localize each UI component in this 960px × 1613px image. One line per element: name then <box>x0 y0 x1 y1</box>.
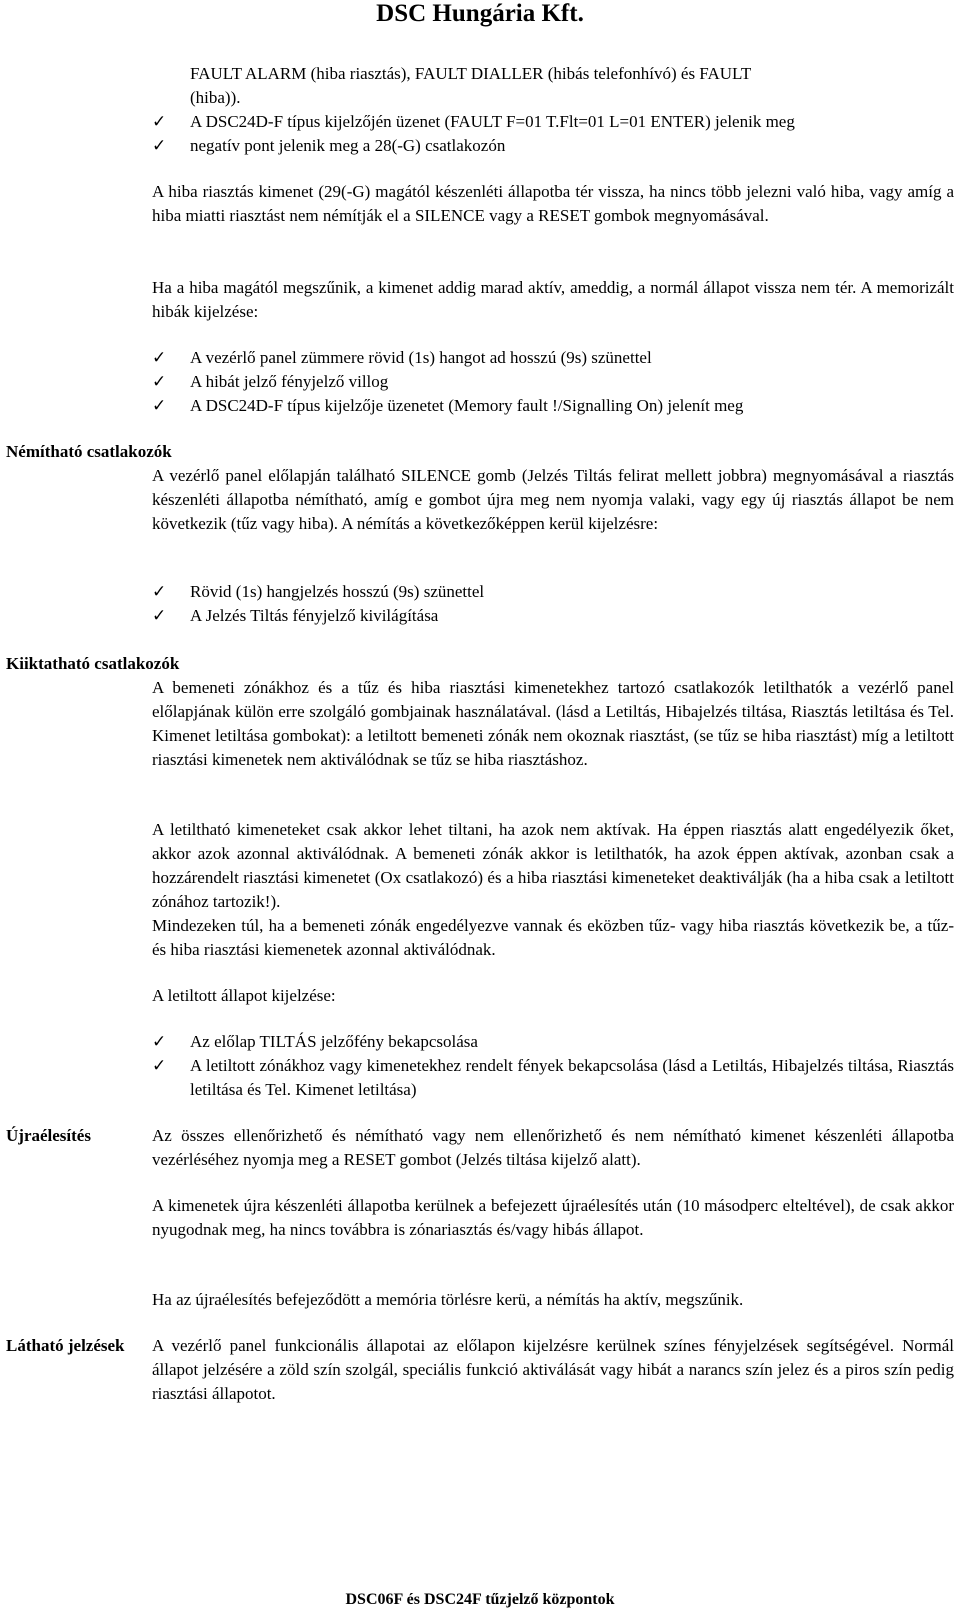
checkmark-icon: ✓ <box>152 396 167 416</box>
section-label-visible: Látható jelzések <box>6 1336 125 1355</box>
fault-output-paragraph-2: Ha a hiba magától megszűnik, a kimenet addig marad aktív, ameddig, a normál állapot vissza nem tér. A memorizált hibák kijelzése: <box>152 278 954 321</box>
intro-line-2: (hiba)). <box>190 88 241 107</box>
check-text: A DSC24D-F típus kijelzőjén üzenet (FAULT F=01 T.Flt=01 L=01 ENTER) jelenik meg <box>190 112 795 131</box>
reset-paragraph-1: Az összes ellenőrizhető és némítható vagy nem ellenőrizhető és nem némítható kimenet készenléti állapotba vezérléséhez nyomja meg a RESET gombot (Jelzés tiltása kijelző alatt). <box>152 1126 954 1169</box>
check-text: Az előlap TILTÁS jelzőfény bekapcsolása <box>190 1032 478 1051</box>
intro-line-1: FAULT ALARM (hiba riasztás), FAULT DIALLER (hibás telefonhívó) és FAULT <box>190 64 752 83</box>
checkmark-icon: ✓ <box>152 606 167 626</box>
checkmark-icon: ✓ <box>152 372 167 392</box>
section-label-reset: Újraélesítés <box>6 1126 91 1145</box>
disable-paragraph-1: A bemeneti zónákhoz és a tűz és hiba riasztási kimenetekhez tartozó csatlakozók letilthatók a vezérlő panel előlapjának külön erre szolgáló gombjainak használatával. (lásd a Letiltás, Hibajelzés tiltása, Riasztás letiltása és Tel. Kimenet letiltása gombokat): a letiltott bemeneti zónák nem okoznak riasztást, (se tűz se hiba riasztást) míg a letiltott riasztási kimenetek nem aktiválódnak se tűz se hiba riasztáshoz. <box>152 678 954 769</box>
checkmark-icon: ✓ <box>152 348 167 368</box>
reset-paragraph-3: Ha az újraélesítés befejeződött a memória törlésre kerü, a némítás ha aktív, megszűnik. <box>152 1290 744 1309</box>
fault-output-paragraph-1: A hiba riasztás kimenet (29(-G) magától készenléti állapotba tér vissza, ha nincs több jelezni való hiba, vagy amíg a hiba miatti riasztást nem némítják el a SILENCE vagy a RESET gombok megnyomásával. <box>152 182 954 225</box>
page-footer: DSC06F és DSC24F tűzjelző központok <box>345 1591 615 1608</box>
check-text: A letiltott zónákhoz vagy kimenetekhez rendelt fények bekapcsolása (lásd a Letiltás, Hibajelzés tiltása, Riasztás letiltása és Tel. Kimenet letiltása) <box>190 1056 954 1099</box>
check-text: A DSC24D-F típus kijelzője üzenetet (Memory fault !/Signalling On) jelenít meg <box>190 396 744 415</box>
check-text: A hibát jelző fényjelző villog <box>190 372 389 391</box>
visible-paragraph: A vezérlő panel funkcionális állapotai az előlapon kijelzésre kerülnek színes fényjelzések segítségével. Normál állapot jelzésére a zöld szín szolgál, speciális funkció aktiválását vagy hibát a narancs szín jelez és a piros szín pedig riasztási állapotot. <box>152 1336 954 1403</box>
disable-paragraph-4: A letiltott állapot kijelzése: <box>152 986 336 1005</box>
checkmark-icon: ✓ <box>152 112 167 132</box>
silence-paragraph: A vezérlő panel előlapján található SILENCE gomb (Jelzés Tiltás felirat mellett jobbra) megnyomásával a riasztás készenléti állapotba némítható, amíg e gombot újra meg nem nyomja valaki, vagy egy új riasztás állapot be nem következik (tűz vagy hiba). A némítás a következőképpen kerül kijelzésre: <box>152 466 954 533</box>
checkmark-icon: ✓ <box>152 136 167 156</box>
section-label-silence: Némítható csatlakozók <box>6 442 172 461</box>
disable-paragraph-2: A letiltható kimeneteket csak akkor lehet tiltani, ha azok nem aktívak. Ha éppen riasztás alatt engedélyezik őket, akkor azok azonnal aktiválódnak. A bemeneti zónák akkor is letilthatók, ha azok éppen aktívak, azonban csak a hozzárendelt riasztási kimenetet (Ox csatlakozó) és a hiba riasztási kimeneteket deaktiválják (ha a hiba csak a letiltott zónához tartozik!). <box>152 820 954 911</box>
disable-paragraph-3: Mindezeken túl, ha a bemeneti zónák engedélyezve vannak és eközben tűz- vagy hiba riasztás következik be, a tűz- és hiba riasztási kiemenetek azonnal aktiválódnak. <box>152 916 954 959</box>
checkmark-icon: ✓ <box>152 582 167 602</box>
page-header: DSC Hungária Kft. <box>376 0 584 27</box>
checkmark-icon: ✓ <box>152 1056 167 1076</box>
check-text: A Jelzés Tiltás fényjelző kivilágítása <box>190 606 439 625</box>
check-text: A vezérlő panel zümmere rövid (1s) hangot ad hosszú (9s) szünettel <box>190 348 652 367</box>
section-label-disable: Kiiktatható csatlakozók <box>6 654 180 673</box>
check-text: Rövid (1s) hangjelzés hosszú (9s) szünettel <box>190 582 485 601</box>
reset-paragraph-2: A kimenetek újra készenléti állapotba kerülnek a befejezett újraélesítés után (10 másodperc elteltével), de csak akkor nyugodnak meg, ha nincs továbbra is zónariasztás és/vagy hibás állapot. <box>152 1196 954 1239</box>
check-text: negatív pont jelenik meg a 28(-G) csatlakozón <box>190 136 506 155</box>
checkmark-icon: ✓ <box>152 1032 167 1052</box>
